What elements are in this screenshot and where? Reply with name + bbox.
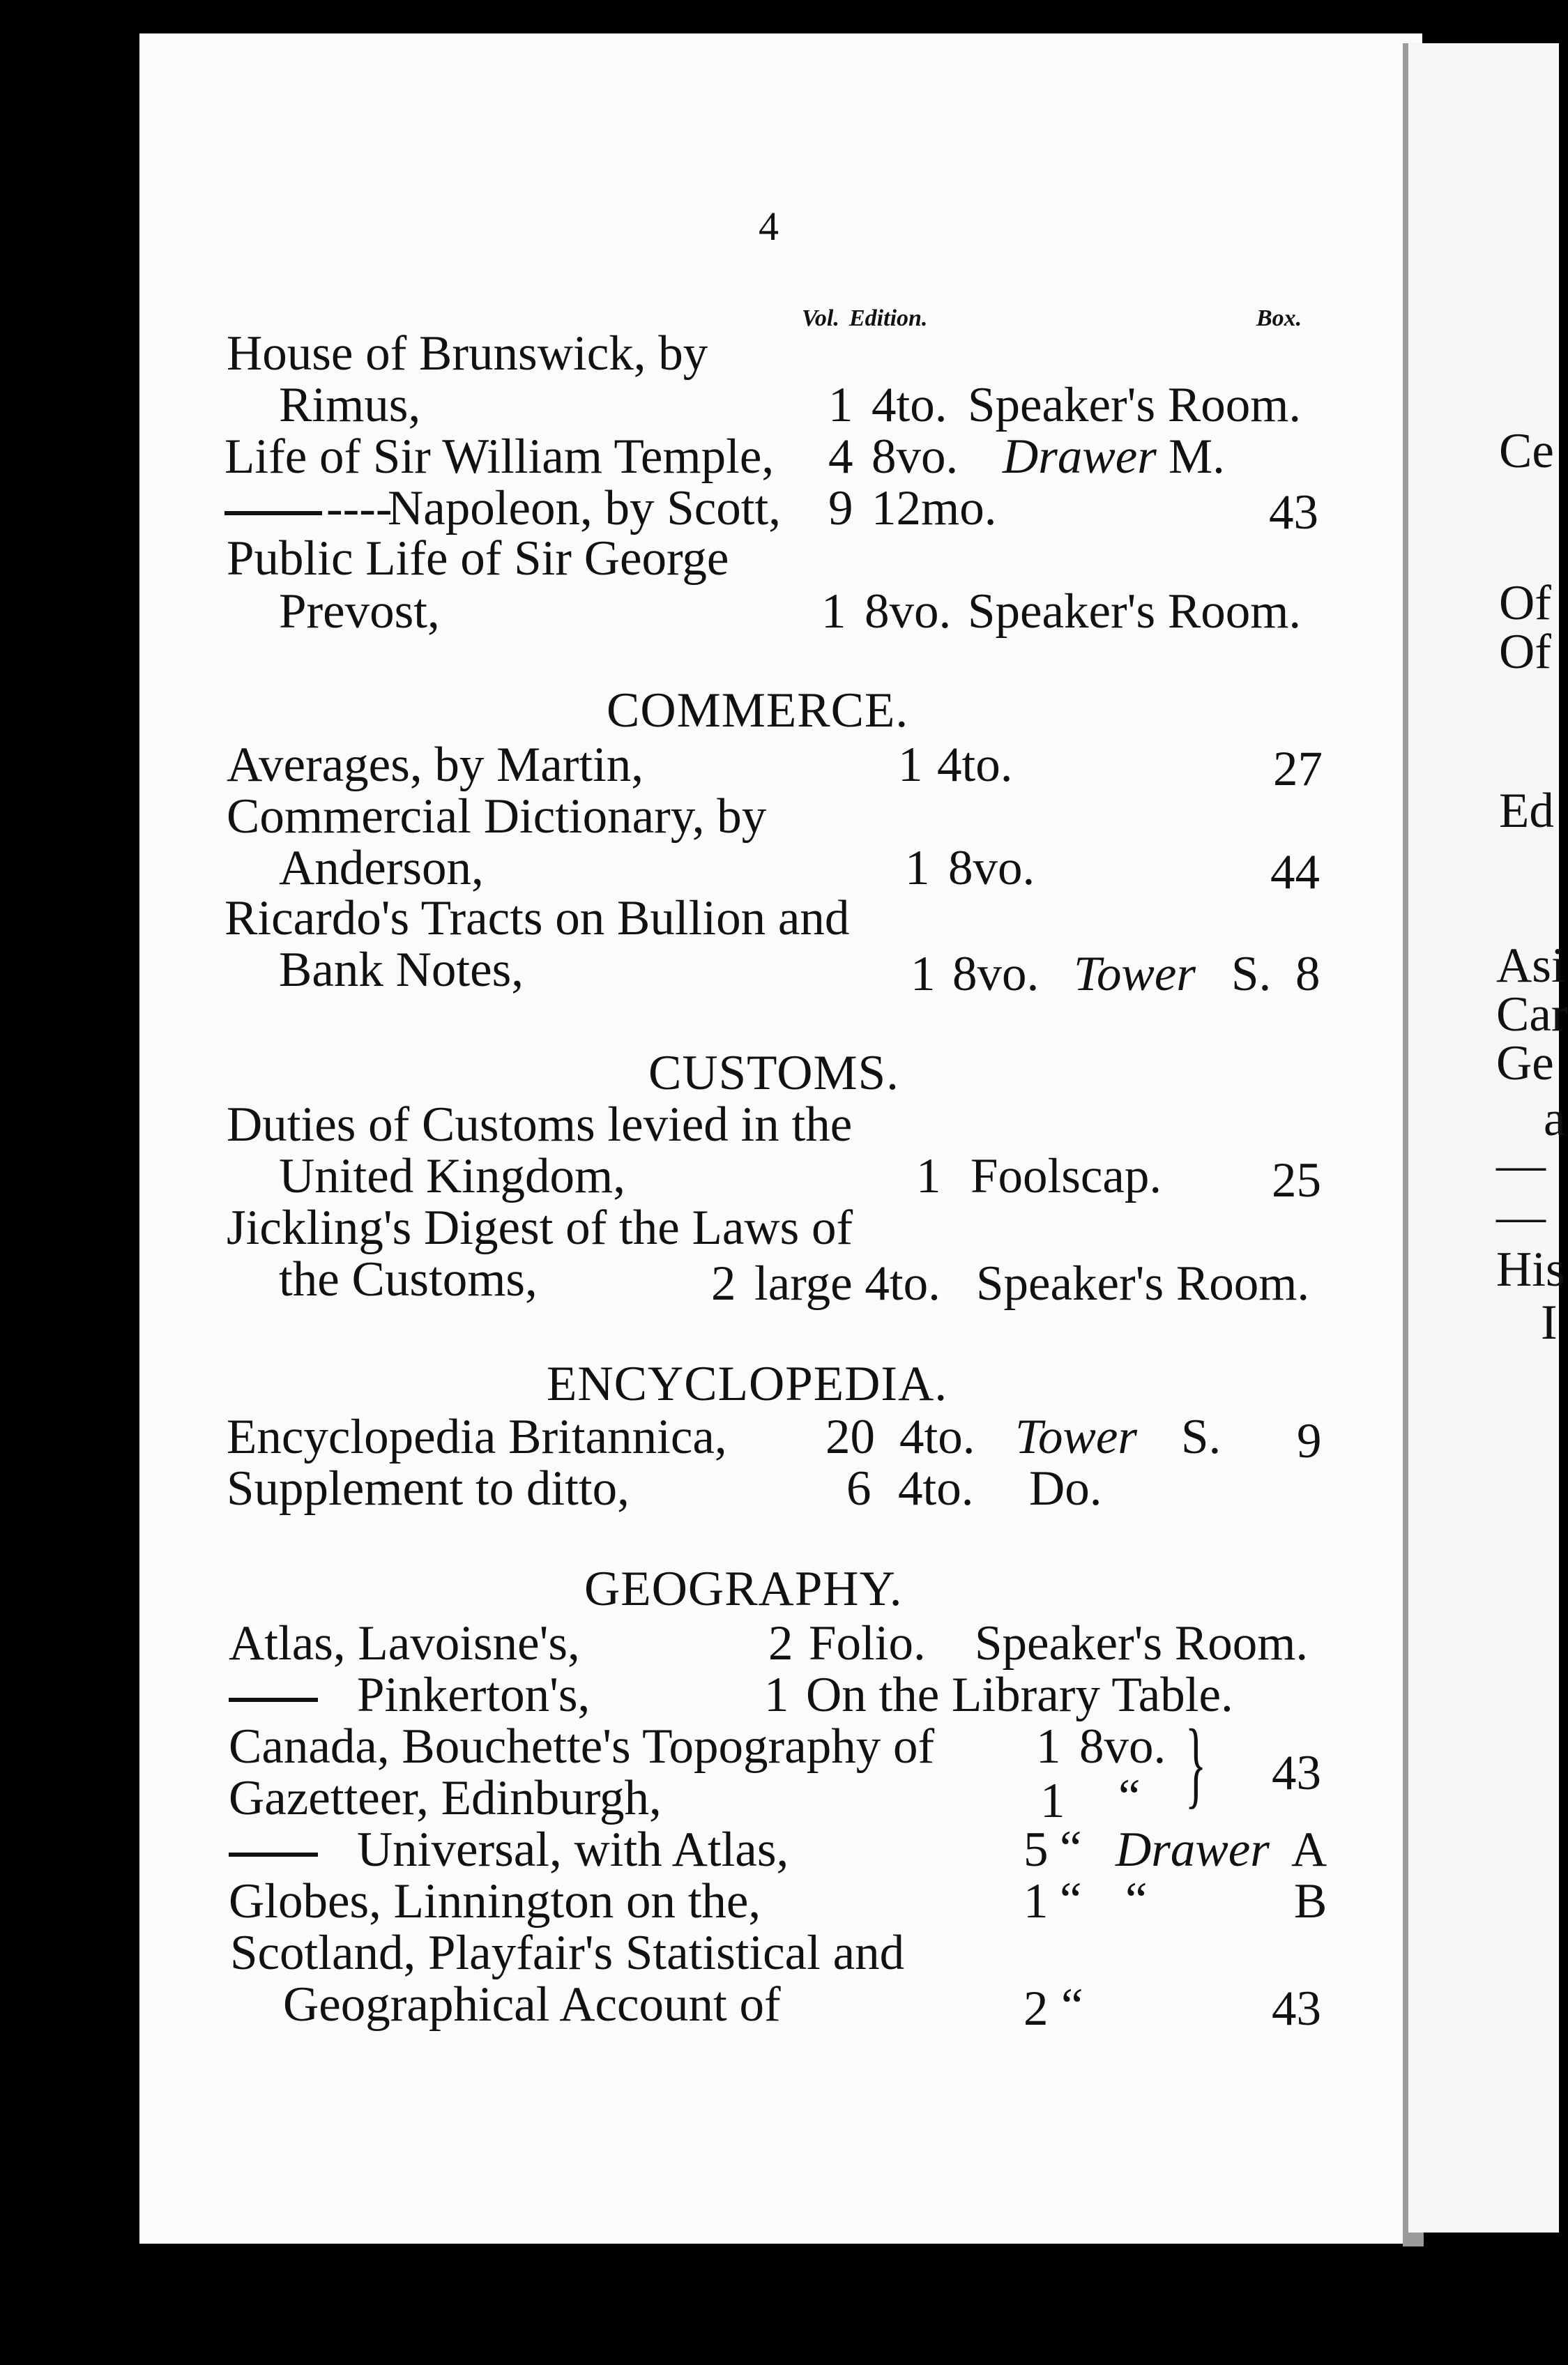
entry-location-italic: Drawer [1003,429,1157,484]
section-heading-geography: GEOGRAPHY. [584,1562,903,1616]
entry-cont: Anderson, [279,841,484,895]
entry-title: Scotland, Playfair's Statistical and [230,1926,905,1980]
entry-title: Jickling's Digest of the Laws of [227,1201,853,1255]
entry-edition: 8vo. [948,841,1035,895]
entry-cont: the Customs, [279,1252,538,1307]
entry-location: On the Library Table. [806,1668,1233,1722]
adjacent-fragment: I [1541,1295,1558,1350]
entry-edition: 4to. [871,378,947,432]
entry-edition: “ [1060,1821,1082,1876]
entry-cont: Rimus, [279,378,421,432]
entry-vol: 1 [1040,1774,1065,1828]
entry-location: S. [1231,947,1272,1001]
entry-vol: 5 [1023,1823,1049,1877]
adjacent-fragment: Ce [1499,424,1554,478]
section-heading-customs: CUSTOMS. [648,1046,899,1100]
ditto-dash-tail: ---- [326,481,393,535]
adjacent-fragment: Ed [1499,784,1554,838]
right-brace: } [1185,1710,1207,1818]
entry-location: Do. [1029,1461,1102,1516]
entry-vol: 1 [1036,1719,1061,1774]
entry-title: Supplement to ditto, [227,1461,630,1516]
entry-location: Speaker's Room. [976,1256,1310,1311]
entry-box: 43 [1269,485,1318,540]
entry-title: Gazetteer, Edinburgh, [229,1771,662,1825]
entry-edition: “ [1118,1770,1141,1824]
col-header-box: Box. [1256,305,1302,331]
entry-title: Averages, by Martin, [227,738,644,792]
entry-edition: “ [1061,1979,1083,2033]
entry-vol: 1 [916,1149,941,1203]
ditto-dash [224,484,322,533]
section-heading-commerce: COMMERCE. [607,683,909,738]
adjacent-fragment: His [1496,1242,1565,1297]
entry-title: Public Life of Sir George [227,531,729,586]
entry-location-italic: Drawer [1116,1823,1270,1877]
entry-box: B [1294,1874,1327,1929]
entry-box: 43 [1272,1746,1321,1800]
entry-location: S. [1181,1410,1221,1464]
entry-title: Ricardo's Tracts on Bullion and [224,891,850,945]
entry-title: Atlas, Lavoisne's, [229,1616,580,1671]
entry-title: Commercial Dictionary, by [227,789,767,844]
entry-title: Duties of Customs levied in the [227,1097,853,1152]
entry-location: Speaker's Room. [968,584,1302,639]
page-number: 4 [759,204,779,249]
entry-vol: 1 [898,738,923,792]
entry-box: 43 [1272,1982,1321,2036]
entry-location: M. [1169,429,1225,484]
ditto-dash [229,1671,318,1720]
entry-title: Universal, with Atlas, [357,1823,789,1877]
entry-title: Pinkerton's, [357,1668,591,1722]
entry-edition: large 4to. [754,1256,941,1311]
entry-vol: 9 [828,481,853,535]
entry-title: Life of Sir William Temple, [224,429,775,484]
entry-vol: 20 [825,1410,875,1464]
entry-location-italic: Tower [1074,947,1196,1001]
adjacent-fragment: — [1496,1189,1546,1244]
col-header-edition: Edition. [849,305,928,331]
entry-edition: 4to. [899,1410,975,1464]
entry-cont: United Kingdom, [279,1149,625,1203]
entry-cont: Bank Notes, [279,943,524,997]
entry-vol: 1 [1023,1874,1049,1929]
entry-title: Encyclopedia Britannica, [227,1410,727,1464]
entry-location: Speaker's Room. [968,378,1302,432]
entry-title: Canada, Bouchette's Topography of [229,1719,935,1774]
adjacent-fragment: Car [1496,987,1568,1042]
entry-vol: 2 [711,1256,736,1311]
entry-vol: 1 [821,584,846,639]
entry-vol: 1 [828,378,853,432]
entry-edition: 12mo. [871,481,997,535]
entry-cont: Prevost, [279,584,440,639]
entry-vol: 1 [764,1668,789,1722]
ditto-dash [229,1825,318,1875]
adjacent-fragment: a [1544,1092,1566,1146]
adjacent-fragment: Ge [1496,1036,1554,1090]
entry-vol: 2 [1023,1982,1049,2036]
entry-edition: 8vo. [952,947,1040,1001]
entry-edition: Foolscap. [971,1149,1162,1203]
entry-location-italic: Tower [1015,1410,1137,1464]
entry-edition: Folio. [809,1616,926,1671]
entry-title: Globes, Linnington on the, [229,1874,761,1929]
adjacent-fragment: Of [1499,576,1551,630]
entry-vol: 1 [905,841,930,895]
entry-vol: 6 [846,1461,871,1516]
entry-vol: 2 [768,1616,793,1671]
entry-edition: “ [1060,1873,1082,1927]
entry-location: “ [1125,1873,1148,1927]
entry-title: House of Brunswick, by [227,326,708,381]
entry-edition: 8vo. [1079,1719,1166,1774]
entry-edition: 4to. [898,1461,974,1516]
entry-box: 44 [1270,845,1320,899]
entry-box: 25 [1272,1153,1321,1208]
section-heading-encyclopedia: ENCYCLOPEDIA. [547,1357,948,1411]
entry-location: Speaker's Room. [975,1616,1309,1671]
adjacent-fragment: — [1496,1138,1546,1192]
entry-box: 9 [1297,1414,1322,1468]
entry-cont: Geographical Account of [283,1977,781,2032]
adjacent-fragment: Of [1499,625,1551,679]
adjacent-fragment: Asi [1496,938,1565,993]
col-header-vol: Vol. [802,305,839,331]
entry-vol: 1 [911,947,936,1001]
entry-vol: 4 [828,429,853,484]
entry-box: 8 [1295,947,1320,1001]
entry-edition: 8vo. [871,429,959,484]
entry-edition: 4to. [937,738,1013,792]
entry-box: A [1291,1823,1327,1877]
entry-title: Napoleon, by Scott, [388,481,781,535]
entry-box: 27 [1273,742,1323,796]
entry-edition: 8vo. [865,584,952,639]
